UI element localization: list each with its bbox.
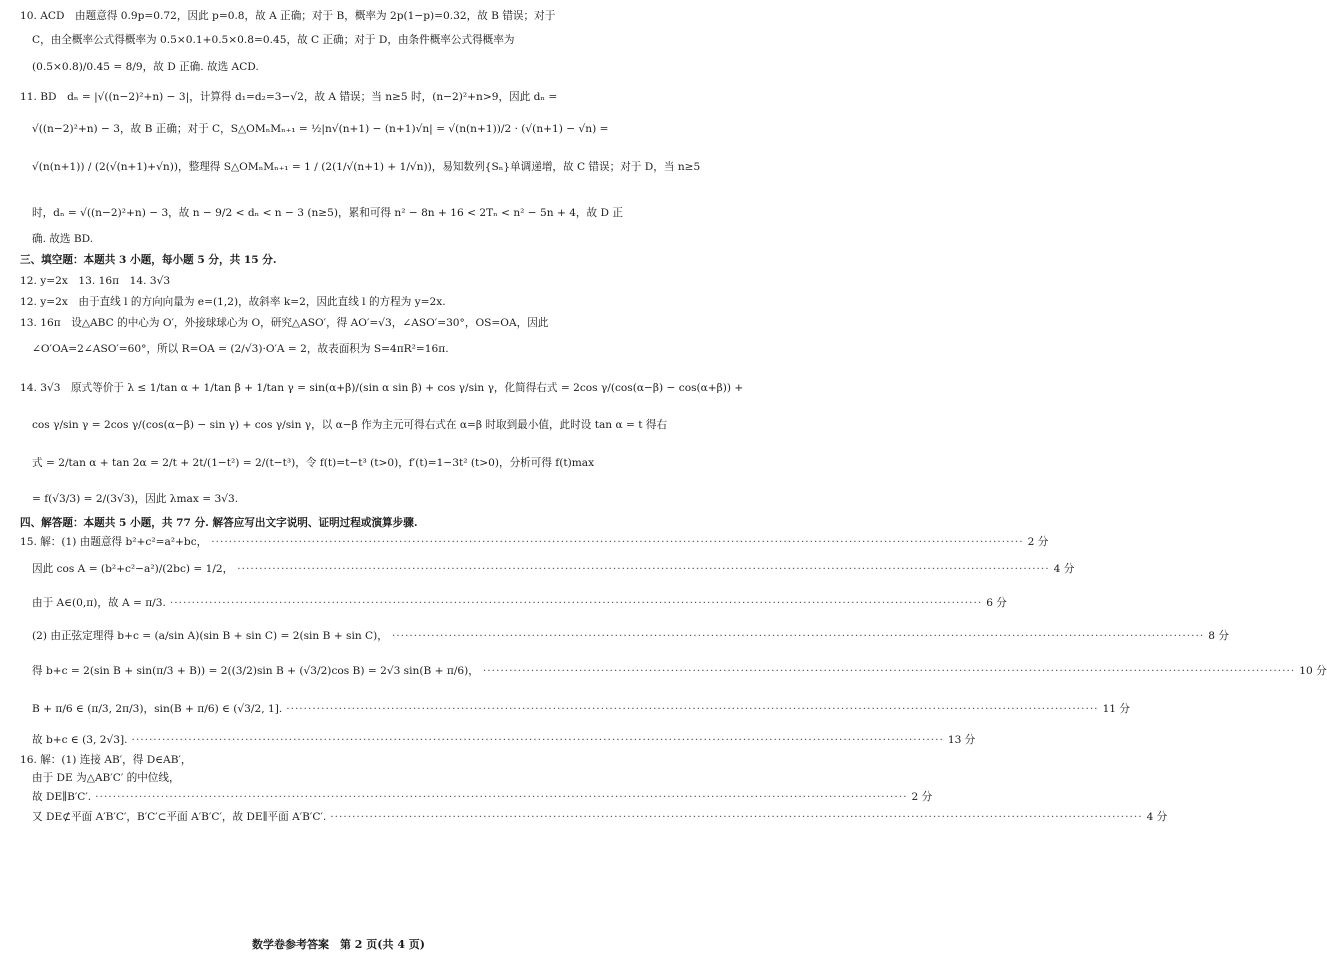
q11-line-2: √((n−2)²+n) − 3，故 B 正确；对于 C，S△OMₙMₙ₊₁ = ½|n√(n+1) − (n+1)√n| = √(n(n+1))/2 · (√(n+1) − √n) = <box>32 123 609 135</box>
q15-step-3 <box>32 596 1007 610</box>
q14-line-1: 14. 3√3 原式等价于 λ ≤ 1/tan α + 1/tan β + 1/tan γ = sin(α+β)/(sin α sin β) + cos γ/sin γ，化简得右式 = 2cos γ/(cos(α−β) − cos(α+β)) + <box>20 382 744 394</box>
step-text: 又 DE⊄平面 A′B′C′，B′C′⊂平面 A′B′C′，故 DE∥平面 A′B′C′. <box>32 811 327 823</box>
q15-step-7 <box>32 733 976 747</box>
leader-dots <box>330 810 1142 824</box>
leader-dots <box>392 629 1204 643</box>
leader-dots <box>237 562 1049 576</box>
leader-dots <box>211 535 1023 549</box>
q12-solution: 12. y=2x 由于直线 l 的方向向量为 e=(1,2)，故斜率 k=2，因此直线 l 的方程为 y=2x. <box>20 296 446 308</box>
score-points: 13 分 <box>947 734 976 746</box>
q11-line-1: 11. BD dₙ = |√((n−2)²+n) − 3|，计算得 d₁=d₂=3−√2，故 A 错误；当 n≥5 时，(n−2)²+n>9，因此 dₙ = <box>20 91 558 103</box>
section-fill-in-heading: 三、填空题：本题共 3 小题，每小题 5 分，共 15 分. <box>20 254 277 266</box>
q10-line-2: C，由全概率公式得概率为 0.5×0.1+0.5×0.8=0.45，故 C 正确；对于 D，由条件概率公式得概率为 <box>32 34 515 46</box>
q15-step-6 <box>32 702 1131 716</box>
leader-dots <box>170 596 982 610</box>
q15-step-4 <box>32 629 1229 643</box>
step-text: 故 DE∥B′C′. <box>32 791 92 803</box>
step-text: 由于 A∈(0,π)，故 A = π/3. <box>32 597 166 609</box>
q13-line-2: ∠O′OA=2∠ASO′=60°，所以 R=OA = (2/√3)·O′A = 2，故表面积为 S=4πR²=16π. <box>32 343 449 355</box>
step-text: 因此 cos A = (b²+c²−a²)/(2bc) = 1/2， <box>32 563 234 575</box>
q11-line-5: 确. 故选 BD. <box>32 233 94 245</box>
q15-step-1 <box>20 535 1049 549</box>
step-text: 故 b+c ∈ (3, 2√3]. <box>32 734 128 746</box>
score-points: 2 分 <box>911 791 933 803</box>
q16-step-2 <box>32 810 1168 824</box>
step-text: 得 b+c = 2(sin B + sin(π/3 + B)) = 2((3/2)sin B + (√3/2)cos B) = 2√3 sin(B + π/6)， <box>32 665 479 677</box>
step-text: B + π/6 ∈ (π/3, 2π/3)，sin(B + π/6) ∈ (√3/2, 1]. <box>32 703 283 715</box>
score-points: 4 分 <box>1146 811 1168 823</box>
q11-line-3: √(n(n+1)) / (2(√(n+1)+√n))，整理得 S△OMₙMₙ₊₁ = 1 / (2(1/√(n+1) + 1/√n))，易知数列{Sₙ}单调递增，故 C 错误；对于 D，当 n≥5 <box>32 161 701 173</box>
step-text: (2) 由正弦定理得 b+c = (a/sin A)(sin B + sin C) = 2(sin B + sin C)， <box>32 630 388 642</box>
q10-line-3: (0.5×0.8)/0.45 = 8/9，故 D 正确. 故选 ACD. <box>32 61 259 73</box>
score-points: 4 分 <box>1053 563 1075 575</box>
q11-line-4: 时，dₙ = √((n−2)²+n) − 3，故 n − 9/2 < dₙ < n − 3 (n≥5)，累和可得 n² − 8n + 16 < 2Tₙ < n² − 5n + 4，故 D 正 <box>32 207 623 219</box>
leader-dots <box>483 664 1295 678</box>
fill-in-answers: 12. y=2x 13. 16π 14. 3√3 <box>20 275 171 287</box>
q15-step-5 <box>32 664 1327 678</box>
leader-dots <box>286 702 1098 716</box>
step-text: 15. 解：(1) 由题意得 b²+c²=a²+bc， <box>20 536 208 548</box>
score-points: 2 分 <box>1027 536 1049 548</box>
leader-dots <box>95 790 907 804</box>
leader-dots <box>131 733 943 747</box>
q14-line-4: = f(√3/3) = 2/(3√3)，因此 λmax = 3√3. <box>32 493 239 505</box>
score-points: 10 分 <box>1299 665 1327 677</box>
q14-line-3: 式 = 2/tan α + tan 2α = 2/t + 2t/(1−t²) = 2/(t−t³)，令 f(t)=t−t³ (t>0)，f′(t)=1−3t² (t>0)，分析可得 f(t)max <box>32 457 595 469</box>
score-points: 11 分 <box>1102 703 1131 715</box>
q16-line-2: 由于 DE 为△AB′C′ 的中位线， <box>32 772 180 784</box>
q14-line-2: cos γ/sin γ = 2cos γ/(cos(α−β) − sin γ) + cos γ/sin γ，以 α−β 作为主元可得右式在 α=β 时取到最小值，此时设 tan α = t 得右 <box>32 419 668 431</box>
q10-line-1: 10. ACD 由题意得 0.9p=0.72，因此 p=0.8，故 A 正确；对于 B，概率为 2p(1−p)=0.32，故 B 错误；对于 <box>20 10 556 22</box>
q15-step-2 <box>32 562 1075 576</box>
page-footer: 数学卷参考答案 第 2 页(共 4 页) <box>251 938 426 951</box>
q16-line-1: 16. 解：(1) 连接 AB′，得 D∈AB′， <box>20 754 192 766</box>
q13-line-1: 13. 16π 设△ABC 的中心为 O′，外接球球心为 O，研究△ASO′，得 AO′=√3，∠ASO′=30°，OS=OA，因此 <box>20 317 549 329</box>
score-points: 6 分 <box>986 597 1007 609</box>
section-solutions-heading: 四、解答题：本题共 5 小题，共 77 分. 解答应写出文字说明、证明过程或演算步骤. <box>20 517 418 529</box>
score-points: 8 分 <box>1208 630 1229 642</box>
q16-step-1 <box>32 790 933 804</box>
